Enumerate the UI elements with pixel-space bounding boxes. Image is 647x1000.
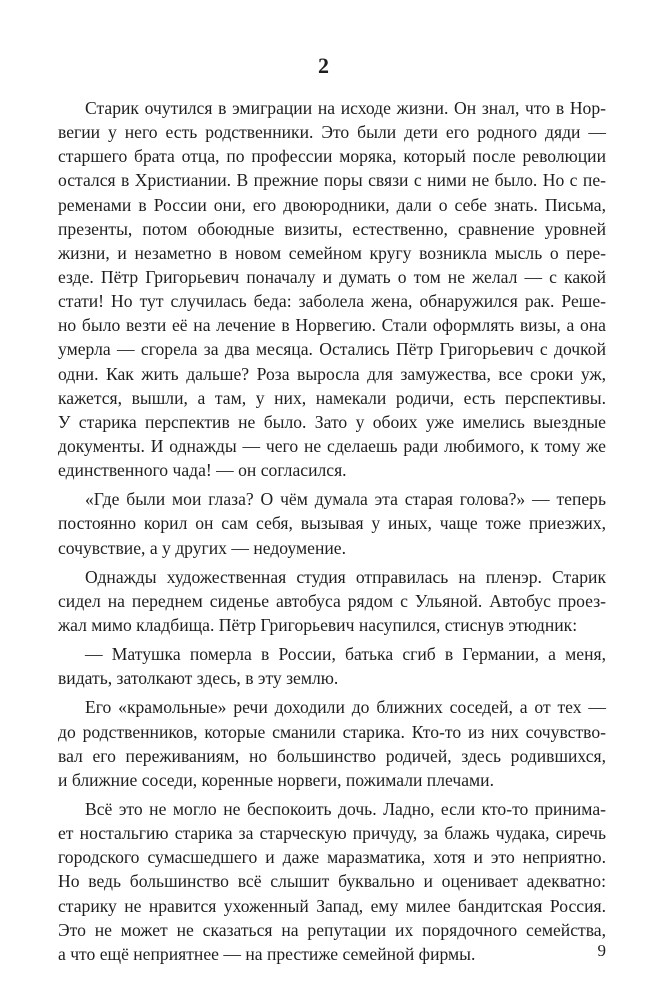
- paragraph: [58, 96, 606, 482]
- text-line: единственного чада! — он согласился.: [58, 460, 347, 481]
- text-line: вал его переживаниям, но большинство родичей, здесь родившихся,: [58, 745, 606, 766]
- text-line: кажется, вышли, а там, у них, намекали родичи, есть перспективы.: [58, 387, 606, 408]
- text-line: сидел на переднем сиденье автобуса рядом с Ульяной. Автобус проез-: [58, 590, 606, 611]
- text-line: — Матушка померла в России, батька сгиб в Германии, а меня,: [85, 644, 606, 665]
- text-line: жизни, и незаметно в новом семейном кругу возникла мысль о пере-: [58, 242, 606, 263]
- text-line: Всё это не могло не беспокоить дочь. Ладно, если кто-то принима-: [85, 798, 606, 819]
- paragraph: [58, 695, 606, 792]
- text-line: стати! Но тут случилась беда: заболела жена, обнаружился рак. Реше-: [58, 291, 606, 312]
- text-line: жал мимо кладбища. Пётр Григорьевич насупился, стиснув этюдник:: [58, 614, 578, 635]
- text-line: Однажды художественная студия отправилась на пленэр. Старик: [85, 566, 606, 587]
- text-line: городского сумасшедшего и даже маразматика, хотя и это неприятно.: [58, 847, 606, 868]
- text-line: вегии у него есть родственники. Это были дети его родного дяди —: [58, 122, 606, 143]
- text-line: ет ностальгию старика за старческую причуду, за блажь чудака, сиречь: [58, 823, 606, 844]
- text-line: ременами в России они, его двоюродники, дали о себе знать. Письма,: [58, 194, 606, 215]
- text-line: У старика перспектив не было. Зато у обоих уже имелись выездные: [58, 411, 606, 432]
- text-line: умерла — сгорела за два месяца. Остались Пётр Григорьевич с дочкой: [58, 339, 606, 360]
- text-line: документы. И однажды — чего не сделаешь ради любимого, к тому же: [58, 435, 606, 456]
- text-line: Это не может не сказаться на репутации их порядочного семейства,: [58, 919, 606, 940]
- text-line: постоянно корил он сам себя, вызывая у иных, чаще тоже приезжих,: [58, 513, 606, 534]
- text-line: «Где были мои глаза? О чём думала эта старая голова?» — теперь: [85, 489, 606, 510]
- text-line: одни. Как жить дальше? Роза выросла для замужества, все сроки уж,: [58, 363, 606, 384]
- text-line: сочувствие, а у других — недоумение.: [58, 537, 346, 558]
- text-line: остался в Христиании. В прежние поры связи с ними не было. Но с пе-: [58, 170, 606, 191]
- text-line: езде. Пётр Григорьевич поначалу и думать о том не желал — с какой: [58, 266, 606, 287]
- text-line: старшего брата отца, по профессии моряка, который после революции: [58, 146, 606, 167]
- page-number: 9: [597, 941, 606, 960]
- text-line: старику не нравится ухоженный Запад, ему милее бандитская Россия.: [58, 895, 606, 916]
- text-line: а что ещё неприятнее — на престиже семейной фирмы.: [58, 943, 476, 964]
- chapter-number: 2: [318, 53, 329, 78]
- text-line: видать, затолкают здесь, в эту землю.: [58, 668, 339, 689]
- text-line: но было везти её на лечение в Норвегию. Стали оформлять визы, а она: [58, 315, 606, 336]
- text-line: презенты, потом обоюдные визиты, естественно, сравнение уровней: [58, 218, 606, 239]
- text-line: до родственников, которые сманили старика. Кто-то из них сочувство-: [58, 721, 606, 742]
- paragraph: [58, 642, 606, 690]
- text-line: Старик очутился в эмиграции на исходе жизни. Он знал, что в Нор-: [85, 98, 606, 118]
- paragraph: [58, 565, 606, 637]
- text-line: и ближние соседи, коренные норвеги, пожимали плечами.: [58, 769, 494, 790]
- text-line: Его «крамольные» речи доходили до ближних соседей, а от тех —: [85, 697, 606, 718]
- text-line: Но ведь большинство всё слышит буквально и оценивает адекватно:: [58, 871, 606, 892]
- body-text: [58, 96, 606, 966]
- paragraph: [58, 797, 606, 966]
- paragraph: [58, 487, 606, 559]
